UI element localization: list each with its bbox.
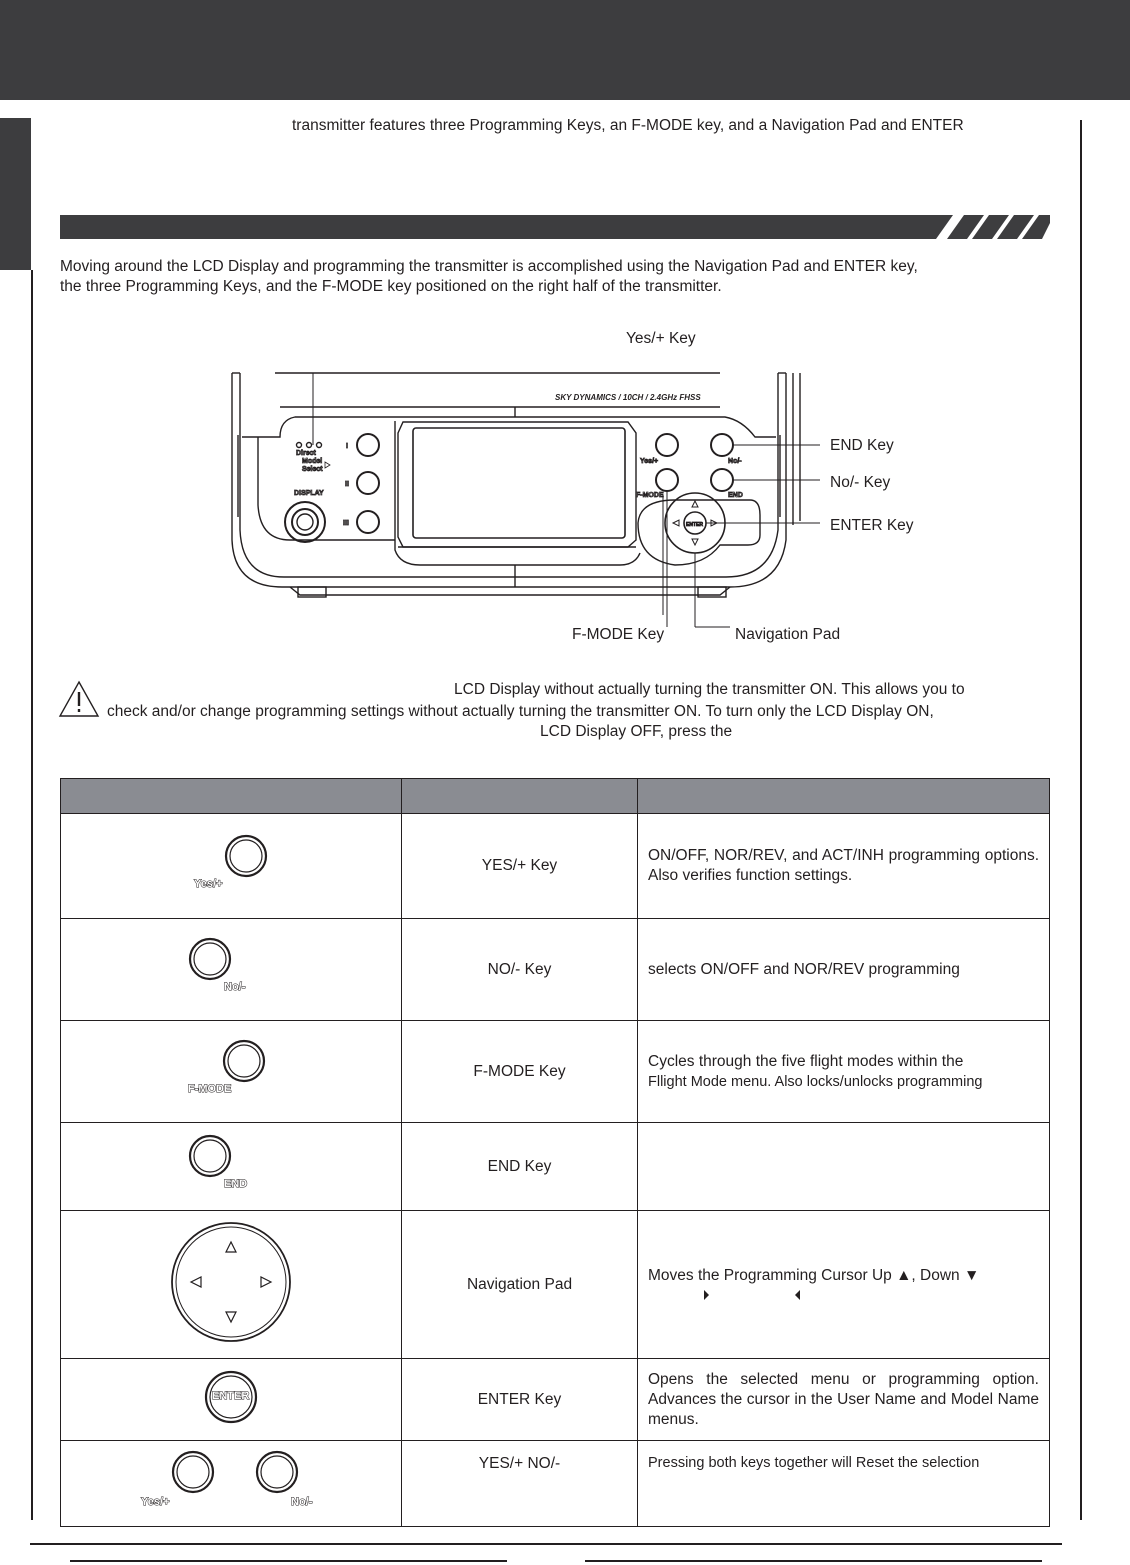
- key-desc-cell: Pressing both keys together will Reset the selection: [638, 1441, 1050, 1527]
- fmode-desc-line-2: Fllight Mode menu. Also locks/unlocks programming: [648, 1073, 983, 1090]
- table-row: [61, 919, 1050, 1021]
- table-header-cell: [638, 779, 1050, 814]
- warning-line-1: LCD Display without actually turning the transmitter ON. This allows you to: [454, 681, 965, 698]
- nav-desc-line-1: Moves the Programming Cursor Up ▲, Down ▼: [648, 1266, 980, 1284]
- key-image-cell: [61, 919, 402, 1021]
- section-heading-bar: [60, 215, 1050, 239]
- key-desc-cell: selects ON/OFF and NOR/REV programming: [638, 919, 1050, 1021]
- end-button-image: [186, 1134, 276, 1194]
- callout-end-key: END Key: [830, 437, 894, 454]
- header-bar: [0, 0, 1130, 100]
- enter-button-label: ENTER: [212, 1390, 250, 1402]
- end-panel-label: END: [728, 492, 743, 499]
- keys-table: [60, 778, 1050, 1527]
- side-tab: [0, 118, 31, 270]
- callout-nav-pad: Navigation Pad: [735, 626, 841, 643]
- callout-enter-key: ENTER Key: [830, 517, 914, 534]
- footer-rule-right: [585, 1560, 1042, 1562]
- yes-button-image: [186, 834, 276, 894]
- key-name-cell: YES/+ NO/-: [402, 1441, 638, 1527]
- key-name-cell: END Key: [402, 1123, 638, 1211]
- table-row: [61, 1123, 1050, 1211]
- key-name-cell: NO/- Key: [402, 919, 638, 1021]
- footer-rule: [30, 1543, 1062, 1545]
- transmitter-diagram: [220, 325, 940, 645]
- key-desc-cell: Opens the selected menu or programming option. Advances the cursor in the User Name and Model Name menus.: [638, 1359, 1050, 1441]
- key-name-cell: F-MODE Key: [402, 1021, 638, 1123]
- paragraph-line-2: the three Programming Keys, and the F-MODE key positioned on the right half of the transmitter.: [60, 278, 722, 295]
- table-header-row: [61, 779, 1050, 814]
- no-button-label: No/-: [291, 1496, 313, 1508]
- warning-line-2: check and/or change programming settings without actually turning the transmitter ON. To turn only the LCD Display ON,: [107, 703, 934, 720]
- left-margin-rule: [31, 270, 33, 1520]
- yes-no-buttons-image: [141, 1448, 321, 1514]
- enter-panel-label: ENTER: [686, 522, 703, 528]
- key-name-cell: YES/+ Key: [402, 814, 638, 919]
- fmode-button-label: F-MODE: [188, 1083, 232, 1095]
- model-label: Model: [302, 458, 323, 465]
- table-header-cell: [61, 779, 402, 814]
- enter-button-image: [203, 1369, 259, 1425]
- table-row: [61, 1359, 1050, 1441]
- select-label: Select: [302, 466, 323, 473]
- yes-panel-label: Yes/+: [640, 458, 659, 465]
- button-ii-label: II: [345, 481, 349, 488]
- table-row: [61, 1021, 1050, 1123]
- key-image-cell: [61, 1123, 402, 1211]
- no-button-image: [186, 937, 276, 997]
- button-i-label: I: [346, 443, 348, 450]
- table-header-cell: [402, 779, 638, 814]
- fmode-desc-line-1: Cycles through the five flight modes within the: [648, 1052, 964, 1070]
- right-margin-rule: [1080, 120, 1082, 1520]
- display-label: DISPLAY: [294, 490, 324, 497]
- fmode-button-image: [186, 1039, 276, 1099]
- yes-button-label: Yes/+: [194, 877, 223, 890]
- footer-rule-left: [70, 1560, 507, 1562]
- no-button-label: No/-: [224, 981, 246, 993]
- brand-label: SKY DYNAMICS / 10CH / 2.4GHz FHSS: [555, 393, 701, 402]
- left-right-arrows-icon: [648, 1286, 848, 1304]
- callout-fmode-key: F-MODE Key: [572, 626, 665, 643]
- button-iii-label: III: [343, 520, 349, 527]
- key-image-cell: [61, 1359, 402, 1441]
- table-row: [61, 814, 1050, 919]
- table-row: [61, 1441, 1050, 1527]
- yes-button-label: Yes/+: [141, 1496, 170, 1508]
- key-name-cell: Navigation Pad: [402, 1211, 638, 1359]
- key-desc-cell: [638, 1211, 1050, 1359]
- key-desc-cell: [638, 1021, 1050, 1123]
- callout-yes-key: Yes/+ Key: [626, 330, 696, 347]
- key-name-cell: ENTER Key: [402, 1359, 638, 1441]
- fmode-panel-label: F-MODE: [636, 492, 664, 499]
- intro-text: transmitter features three Programming Keys, an F-MODE key, and a Navigation Pad and ENTER: [292, 117, 964, 134]
- callout-no-key: No/- Key: [830, 474, 891, 491]
- key-desc-cell: [638, 1123, 1050, 1211]
- end-button-label: END: [224, 1178, 248, 1190]
- key-image-cell: [61, 1211, 402, 1359]
- paragraph-line-1: Moving around the LCD Display and programming the transmitter is accomplished using the Navigation Pad and ENTER key,: [60, 258, 918, 275]
- key-image-cell: [61, 1021, 402, 1123]
- nav-desc-line-2: [648, 1286, 1039, 1304]
- direct-label: Direct: [296, 450, 316, 457]
- nav-pad-image: [169, 1220, 293, 1344]
- key-image-cell: [61, 814, 402, 919]
- table-row: [61, 1211, 1050, 1359]
- no-panel-label: No/-: [728, 458, 742, 465]
- warning-icon: [58, 680, 100, 718]
- key-image-cell: [61, 1441, 402, 1527]
- warning-line-3: LCD Display OFF, press the: [540, 723, 733, 740]
- key-desc-cell: ON/OFF, NOR/REV, and ACT/INH programming options. Also verifies function settings.: [638, 814, 1050, 919]
